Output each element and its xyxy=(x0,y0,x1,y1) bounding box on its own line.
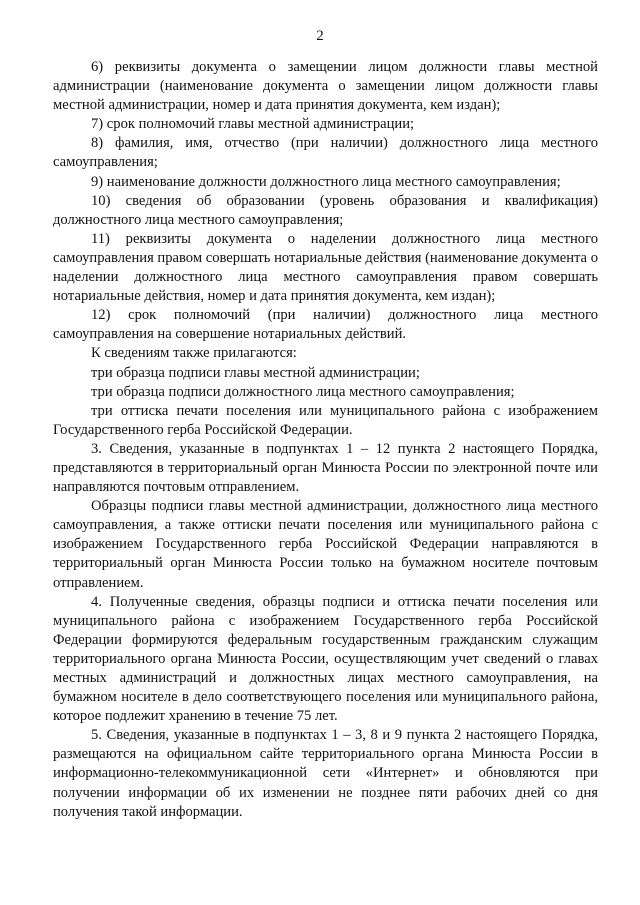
document-body xyxy=(53,58,598,822)
paragraph-section-4: 4. Полученные сведения, образцы подписи и оттиска печати поселения или муниципального района с изображением Государственного герба Российской Федерации формируются федеральным государственным гражданским служащим территориального органа Минюста России, осуществляющим учет сведений о главах местных администраций и должностных лицах местного самоуправления, на бумажном носителе в дело соответствующего поселения или муниципального района, которое подлежит хранению в течение 75 лет. xyxy=(53,593,598,725)
paragraph-item-11: 11) реквизиты документа о наделении должностного лица местного самоуправления правом совершать нотариальные действия (наименование документа о наделении должностного лица местного самоуправления правом совершать нотариальные действия, номер и дата принятия документа, кем издан); xyxy=(53,230,598,305)
paragraph-item-10: 10) сведения об образовании (уровень образования и квалификация) должностного лица местного самоуправления; xyxy=(53,192,598,228)
paragraph-item-6: 6) реквизиты документа о замещении лицом должности главы местной администрации (наименование документа о замещении лицом должности главы местной администрации, номер и дата принятия документа, кем издан); xyxy=(53,59,598,114)
paragraph-attachment-2: три образца подписи должностного лица местного самоуправления; xyxy=(91,383,515,400)
paragraph-item-9: 9) наименование должности должностного лица местного самоуправления; xyxy=(91,173,561,190)
paragraph-item-12: 12) срок полномочий (при наличии) должностного лица местного самоуправления на совершение нотариальных действий. xyxy=(53,307,598,343)
paragraph-attachment-1: три образца подписи главы местной администрации; xyxy=(91,364,420,381)
paragraph-section-3: 3. Сведения, указанные в подпунктах 1 – 12 пункта 2 настоящего Порядка, представляются в территориальный орган Минюста России по электронной почте или направляются почтовым отправлением. xyxy=(53,440,598,496)
page-number: 2 xyxy=(316,28,324,44)
paragraph-attachments-intro: К сведениям также прилагаются: xyxy=(91,345,297,362)
paragraph-attachment-3: три оттиска печати поселения или муниципального района с изображением Государственного герба Российской Федерации. xyxy=(53,402,598,438)
paragraph-section-5: 5. Сведения, указанные в подпунктах 1 – 3, 8 и 9 пункта 2 настоящего Порядка, размещаются на официальном сайте территориального органа Минюста России в информационно-телекоммуникационной сети «Интернет» и обновляются при получении информации об их изменении не позднее пяти рабочих дней со дня получения такой информации. xyxy=(53,727,598,820)
paragraph-section-3-samples: Образцы подписи главы местной администрации, должностного лица местного самоуправления, а также оттиски печати поселения или муниципального района с изображением Государственного герба Российской Федерации направляются в территориальный орган Минюста России только на бумажном носителе почтовым отправлением. xyxy=(53,498,598,591)
paragraph-item-8: 8) фамилия, имя, отчество (при наличии) должностного лица местного самоуправления; xyxy=(53,135,598,171)
paragraph-item-7: 7) срок полномочий главы местной администрации; xyxy=(91,116,415,133)
